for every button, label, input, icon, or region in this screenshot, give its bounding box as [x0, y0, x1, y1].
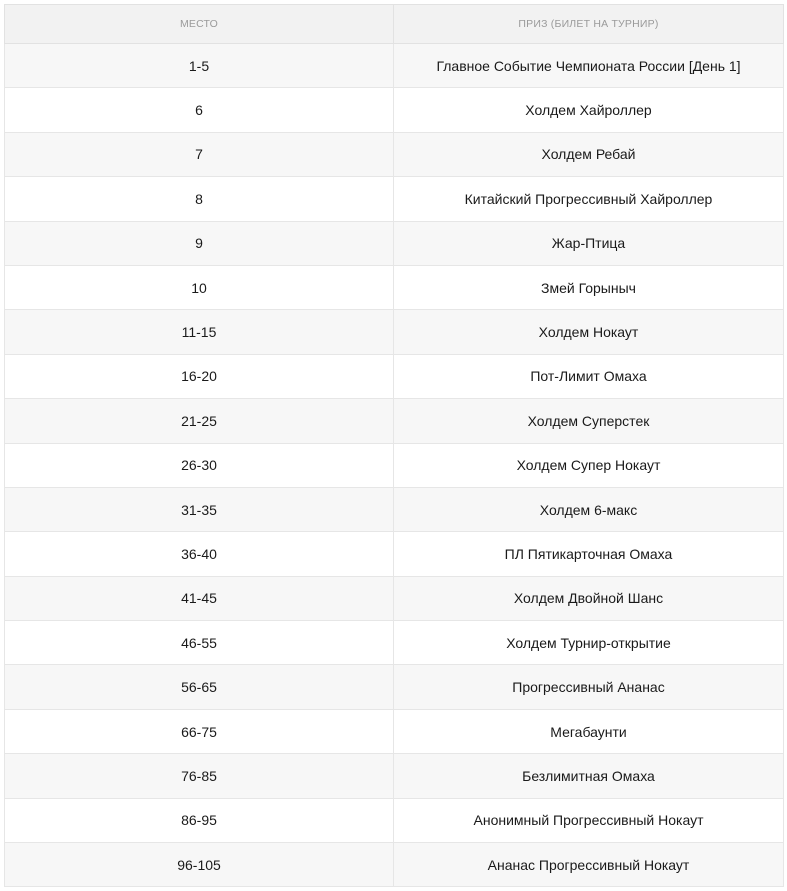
place-cell: 7 — [5, 132, 394, 176]
place-cell: 11-15 — [5, 310, 394, 354]
place-cell: 56-65 — [5, 665, 394, 709]
table-row — [5, 310, 784, 354]
table-row — [5, 44, 784, 88]
table-row — [5, 532, 784, 576]
place-cell: 41-45 — [5, 576, 394, 620]
place-cell: 36-40 — [5, 532, 394, 576]
place-cell: 96-105 — [5, 843, 394, 887]
prize-table-container — [4, 4, 783, 887]
place-cell: 46-55 — [5, 621, 394, 665]
place-cell: 76-85 — [5, 754, 394, 798]
place-cell: 8 — [5, 177, 394, 221]
place-cell: 31-35 — [5, 487, 394, 531]
prize-cell: Жар-Птица — [394, 221, 784, 265]
prize-cell: ПЛ Пятикарточная Омаха — [394, 532, 784, 576]
prize-cell: Безлимитная Омаха — [394, 754, 784, 798]
prize-cell: Змей Горыныч — [394, 265, 784, 309]
prize-cell: Холдем Хайроллер — [394, 88, 784, 132]
prize-cell: Холдем Турнир-открытие — [394, 621, 784, 665]
prize-cell: Холдем Ребай — [394, 132, 784, 176]
prize-cell: Холдем Двойной Шанс — [394, 576, 784, 620]
prize-cell: Анонимный Прогрессивный Нокаут — [394, 798, 784, 842]
prize-cell: Прогрессивный Ананас — [394, 665, 784, 709]
prize-cell: Холдем 6-макс — [394, 487, 784, 531]
header-prize: ПРИЗ (БИЛЕТ НА ТУРНИР) — [394, 5, 784, 44]
place-cell: 26-30 — [5, 443, 394, 487]
table-row — [5, 132, 784, 176]
prize-cell: Мегабаунти — [394, 709, 784, 753]
place-cell: 86-95 — [5, 798, 394, 842]
table-row — [5, 709, 784, 753]
place-cell: 16-20 — [5, 354, 394, 398]
table-row — [5, 399, 784, 443]
place-cell: 9 — [5, 221, 394, 265]
prize-table — [4, 4, 784, 887]
header-row — [5, 5, 784, 44]
place-cell: 21-25 — [5, 399, 394, 443]
prize-cell: Китайский Прогрессивный Хайроллер — [394, 177, 784, 221]
table-row — [5, 798, 784, 842]
place-cell: 6 — [5, 88, 394, 132]
table-row — [5, 621, 784, 665]
table-body — [5, 44, 784, 887]
table-row — [5, 88, 784, 132]
header-place: МЕСТО — [5, 5, 394, 44]
table-row — [5, 576, 784, 620]
table-header — [5, 5, 784, 44]
prize-cell: Холдем Суперстек — [394, 399, 784, 443]
table-row — [5, 265, 784, 309]
table-row — [5, 443, 784, 487]
table-row — [5, 843, 784, 887]
table-row — [5, 221, 784, 265]
table-row — [5, 354, 784, 398]
table-row — [5, 487, 784, 531]
prize-cell: Ананас Прогрессивный Нокаут — [394, 843, 784, 887]
prize-cell: Холдем Нокаут — [394, 310, 784, 354]
prize-cell: Пот-Лимит Омаха — [394, 354, 784, 398]
table-row — [5, 665, 784, 709]
prize-cell: Главное Событие Чемпионата России [День 1] — [394, 44, 784, 88]
table-row — [5, 177, 784, 221]
prize-cell: Холдем Супер Нокаут — [394, 443, 784, 487]
place-cell: 66-75 — [5, 709, 394, 753]
place-cell: 10 — [5, 265, 394, 309]
place-cell: 1-5 — [5, 44, 394, 88]
table-row — [5, 754, 784, 798]
